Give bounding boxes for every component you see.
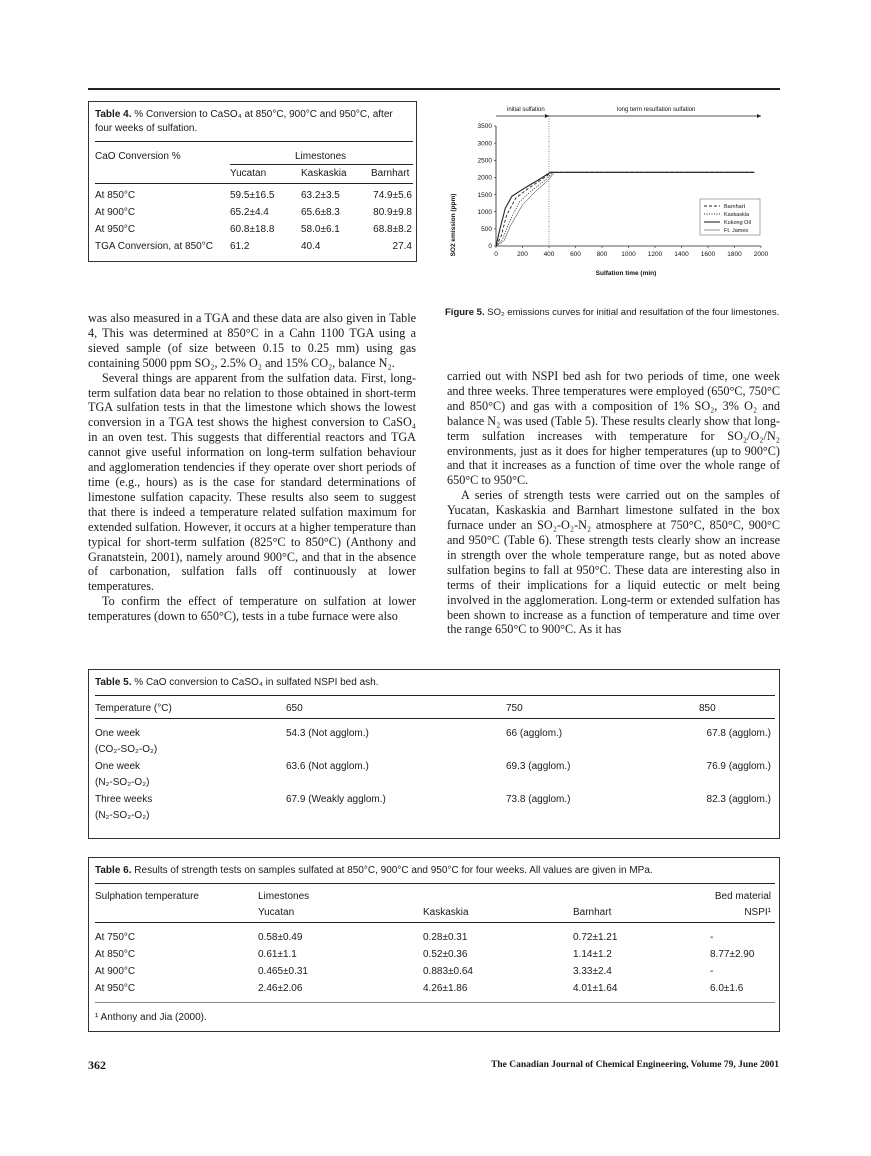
table-4-header-rule	[95, 183, 413, 184]
page-number: 362	[88, 1058, 106, 1072]
table-6-header-bed-2: NSPI¹	[744, 907, 771, 918]
table-cell: 67.8 (agglom.)	[706, 728, 771, 739]
table-5-header-rule	[95, 718, 775, 719]
table-4-caption-text: % Conversion to CaSO₄ at 850°C, 900°C and 950°C, after	[134, 109, 393, 120]
table-cell: 65.2±4.4	[230, 207, 269, 218]
table-cell: -	[710, 966, 714, 977]
x-tick-label: 1000	[621, 251, 636, 258]
paragraph: A series of strength tests were carried out on the samples of Yucatan, Kaskaskia and Barnhart limestone sulfated in the box furnace under an SO₂-O₂-N₂ atmosphere at 750°C, 850°C, 900°C and 950°C (Table 6). These strength tests clearly show an increase in strength over the whole temperature range, but as noted above sulfation begins to fall at 950°C. These data are interesting also in terms of their implications for a liquid eutectic or melt being involved in the agglomeration. Long-term or extended sulfation has been shown to increase as a function of temperature and time over the range 650°C to 900°C. As it has	[447, 488, 780, 637]
table-4-group-rule	[230, 164, 413, 165]
x-tick-label: 200	[517, 251, 528, 258]
journal-footer: The Canadian Journal of Chemical Engineering, Volume 79, June 2001	[491, 1060, 779, 1070]
table-row-label: One week	[95, 761, 141, 772]
table-cell: 4.01±1.64	[573, 983, 618, 994]
table-cell: 0.52±0.36	[423, 949, 468, 960]
legend-label: Barnhart	[724, 204, 746, 210]
table-6-header-rule	[95, 922, 775, 923]
legend-label: Ft. James	[724, 228, 749, 234]
table-cell: 27.4	[392, 241, 412, 252]
figure-5-caption-text: SO₂ emissions curves for initial and resulfation of the four limestones.	[487, 307, 780, 318]
table-6-header-bed-1: Bed material	[714, 891, 771, 902]
y-tick-label: 0	[488, 243, 492, 251]
paragraph: Several things are apparent from the sulfation data. First, long-term sulfation data bear no relation to those obtained in short-term TGA sulfation tests in that the limestone which shows the lowest conversion in a TGA test shows the highest conversion to CaSO₄ in an oven test. This suggests that differential reactors and TGA cannot give useful information on long-term sulfation behaviour and agglomeration tendencies if they operate over short periods of time (e.g., hours) as is the case for standard determinations of limestone sulfation capacity. These results also seem to suggest that there is indeed a temperature related sulfation maximum for extended sulfation. However, it occurs at a higher temperature than typical for short-term sulfation (825°C to 850°C) (Anthony and Granatstein, 2001), namely around 900°C, and that in the absence of carbonation, sulfation falls off continuously at lower temperatures.	[88, 370, 416, 594]
table-cell: 63.6 (Not agglom.)	[286, 761, 369, 772]
table-6-footnote-rule	[95, 1002, 775, 1003]
y-tick-label: 1000	[477, 208, 492, 216]
figure-5	[445, 100, 785, 290]
y-tick-label: 500	[481, 226, 492, 234]
label-initial-sulfation: initial sulfation	[507, 107, 545, 113]
table-6	[88, 857, 780, 1032]
table-cell: -	[710, 932, 714, 943]
figure-5-caption	[445, 307, 785, 318]
legend-label: Kukong Oil	[724, 220, 751, 226]
table-cell: 4.26±1.86	[423, 983, 468, 994]
x-tick-label: 0	[494, 251, 498, 258]
figure-5-label: Figure 5.	[445, 307, 485, 318]
table-4-col-barnhart: Barnhart	[371, 168, 410, 179]
x-tick-label: 1400	[674, 251, 689, 258]
table-cell: 68.8±8.2	[373, 224, 412, 235]
table-5-col-850: 850	[699, 703, 716, 714]
y-tick-label: 3500	[477, 123, 492, 131]
table-cell: 74.9±5.6	[373, 190, 412, 201]
table-5-label: Table 5.	[95, 677, 132, 688]
table-row-label: At 750°C	[95, 932, 136, 943]
table-6-caption	[95, 864, 653, 878]
table-row-label: Three weeks	[95, 794, 153, 805]
table-6-col-barnhart: Barnhart	[573, 907, 612, 918]
y-axis-label: SO2 emission (ppm)	[450, 193, 457, 257]
table-5-header-left: Temperature (°C)	[95, 703, 172, 714]
table-6-footnote: ¹ Anthony and Jia (2000).	[95, 1012, 207, 1023]
y-tick-label: 2500	[477, 157, 492, 165]
x-axis-label: Sulfation time (min)	[595, 270, 657, 277]
table-row-label: One week	[95, 728, 141, 739]
table-4-col-kaskaskia: Kaskaskia	[301, 168, 347, 179]
left-column	[88, 311, 416, 624]
table-row-label: TGA Conversion, at 850°C	[95, 241, 213, 252]
table-5-caption-text: % CaO conversion to CaSO₄ in sulfated NSPI bed ash.	[134, 677, 379, 688]
x-tick-label: 1600	[700, 251, 716, 258]
table-4-header-group: Limestones	[295, 151, 347, 162]
table-row-label: At 950°C	[95, 983, 136, 994]
table-cell: 0.58±0.49	[258, 932, 303, 943]
x-tick-label: 400	[543, 251, 555, 258]
table-5-col-650: 650	[286, 703, 303, 714]
y-tick-label: 1500	[477, 191, 492, 199]
table-cell: 0.61±1.1	[258, 949, 297, 960]
x-tick-label: 800	[596, 251, 608, 258]
table-cell: 66 (agglom.)	[506, 728, 563, 739]
table-5	[88, 669, 780, 839]
legend-label: Kaskaskia	[724, 212, 750, 218]
table-row-label: At 950°C	[95, 224, 136, 235]
table-6-label: Table 6.	[95, 865, 132, 876]
table-cell: 80.9±9.8	[373, 207, 412, 218]
table-5-caption	[95, 676, 379, 690]
table-cell: 76.9 (agglom.)	[706, 761, 771, 772]
x-tick-label: 600	[570, 251, 581, 258]
top-rule	[88, 88, 780, 90]
label-long-term: long term resulfation sulfation	[617, 107, 696, 113]
table-4-rule	[95, 141, 413, 142]
x-tick-label: 2000	[753, 251, 769, 258]
table-cell: 2.46±2.06	[258, 983, 303, 994]
table-cell: 3.33±2.4	[573, 966, 612, 977]
table-row-label: At 850°C	[95, 190, 136, 201]
table-5-rule	[95, 695, 775, 696]
table-4-caption-text-2: four weeks of sulfation.	[95, 123, 198, 134]
table-cell: 0.465±0.31	[258, 966, 308, 977]
table-cell: 0.72±1.21	[573, 932, 618, 943]
x-tick-label: 1800	[727, 251, 742, 258]
table-6-col-yucatan: Yucatan	[258, 907, 295, 918]
table-cell: 8.77±2.90	[710, 949, 755, 960]
table-cell: 0.28±0.31	[423, 932, 468, 943]
table-row-sublabel: (N₂-SO₂-O₂)	[95, 810, 150, 821]
table-4	[88, 101, 417, 262]
table-cell: 59.5±16.5	[230, 190, 275, 201]
table-cell: 65.6±8.3	[301, 207, 340, 218]
table-4-caption	[95, 108, 413, 136]
y-tick-label: 3000	[477, 140, 492, 148]
table-cell: 63.2±3.5	[301, 190, 340, 201]
table-cell: 69.3 (agglom.)	[506, 761, 571, 772]
table-4-header-left: CaO Conversion %	[95, 151, 181, 162]
table-cell: 58.0±6.1	[301, 224, 340, 235]
y-tick-label: 2000	[477, 174, 492, 182]
table-row-label: At 850°C	[95, 949, 136, 960]
right-column	[447, 369, 780, 637]
table-cell: 82.3 (agglom.)	[706, 794, 771, 805]
figure-5-chart	[445, 100, 785, 290]
table-row-sublabel: (N₂-SO₂-O₂)	[95, 777, 150, 788]
paragraph: was also measured in a TGA and these data are also given in Table 4, This was determined at 850°C in a Cahn 1100 TGA using a sieved sample (of size between 0.15 to 0.25 mm) using gas containing 5000 ppm SO₂, 2.5% O₂ and 15% CO₂, balance N₂.	[88, 311, 416, 370]
table-6-col-kaskaskia: Kaskaskia	[423, 907, 469, 918]
table-cell: 0.883±0.64	[423, 966, 473, 977]
paragraph: carried out with NSPI bed ash for two periods of time, one week and three weeks. Three temperatures were employed (650°C, 750°C and 850°C) and gas with a composition of 1% SO₂, 3% O₂ and balance N₂ was used (Table 5). These results clearly show that long-term sulfation increases with temperature for SO₂/O₂/N₂ environments, just as it does for higher temperatures (up to 900°C) and that it increases as a function of time over the whole range of 650°C to 950°C.	[447, 369, 780, 488]
table-cell: 40.4	[301, 241, 321, 252]
table-6-header-left: Sulphation temperature	[95, 891, 199, 902]
table-cell: 6.0±1.6	[710, 983, 744, 994]
table-row-label: At 900°C	[95, 207, 136, 218]
table-6-rule	[95, 883, 775, 884]
paragraph: To confirm the effect of temperature on sulfation at lower temperatures (down to 650°C), tests in a tube furnace were also	[88, 594, 416, 624]
table-cell: 61.2	[230, 241, 250, 252]
table-cell: 73.8 (agglom.)	[506, 794, 571, 805]
x-tick-label: 1200	[647, 251, 663, 258]
table-row-label: At 900°C	[95, 966, 136, 977]
table-cell: 1.14±1.2	[573, 949, 612, 960]
table-cell: 54.3 (Not agglom.)	[286, 728, 369, 739]
table-4-label: Table 4.	[95, 109, 132, 120]
table-4-col-yucatan: Yucatan	[230, 168, 267, 179]
table-row-sublabel: (CO₂-SO₂-O₂)	[95, 744, 158, 755]
arrow-head	[545, 114, 549, 118]
table-cell: 67.9 (Weakly agglom.)	[286, 794, 386, 805]
table-6-caption-text: Results of strength tests on samples sulfated at 850°C, 900°C and 950°C for four weeks. All values are given in MPa.	[134, 865, 653, 876]
arrow-head	[757, 114, 761, 118]
table-5-col-750: 750	[506, 703, 523, 714]
table-6-header-group: Limestones	[258, 891, 310, 902]
table-cell: 60.8±18.8	[230, 224, 275, 235]
